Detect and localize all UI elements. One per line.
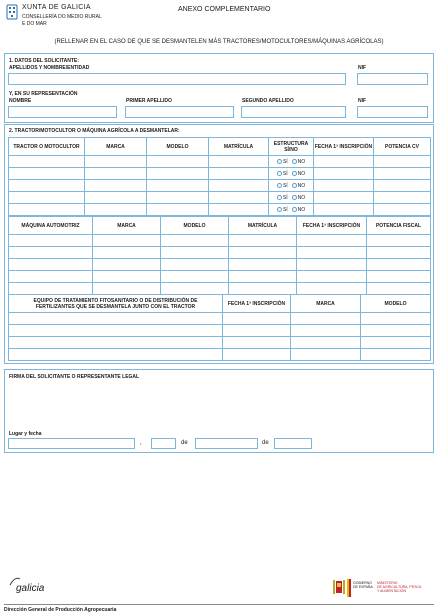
table-cell[interactable] [291, 337, 361, 349]
power-col-header: POTENCIA CV [374, 138, 431, 156]
table-cell[interactable] [93, 283, 161, 295]
table-cell[interactable] [314, 168, 374, 180]
rep-name-label: NOMBRE [9, 98, 32, 104]
equipment-table [8, 294, 431, 361]
de-separator-2: de [262, 440, 269, 446]
table-cell[interactable] [209, 180, 269, 192]
table-cell[interactable] [223, 349, 291, 361]
si-label: SÍ [282, 206, 288, 213]
ministry-line-2: DE AGRICULTURA, PESCA [377, 585, 422, 589]
table-cell[interactable] [367, 259, 431, 271]
table-cell[interactable] [374, 168, 431, 180]
table-cell[interactable] [367, 283, 431, 295]
table-cell[interactable] [85, 180, 147, 192]
table-cell[interactable] [9, 168, 85, 180]
table-cell[interactable] [93, 259, 161, 271]
rep-second-surname-field[interactable] [241, 106, 346, 118]
table-cell[interactable] [367, 235, 431, 247]
plate-col-header: MATRÍCULA [209, 138, 269, 156]
model-col-header: MODELO [147, 138, 209, 156]
table-cell[interactable] [209, 204, 269, 216]
no-label: NO [297, 206, 306, 213]
no-label: NO [297, 158, 306, 165]
si-label: SÍ [282, 194, 288, 201]
table-row [9, 168, 431, 180]
table-cell[interactable] [161, 235, 229, 247]
table-cell[interactable] [374, 204, 431, 216]
si-label: SÍ [282, 170, 288, 177]
gov-line-1: GOBIERNO [353, 581, 372, 585]
section1-title: 1. DATOS DEL SOLICITANTE: [9, 58, 79, 64]
structure-options [269, 180, 314, 192]
table-cell[interactable] [85, 204, 147, 216]
applicant-nif-field[interactable] [357, 73, 428, 85]
table-cell[interactable] [93, 247, 161, 259]
no-radio[interactable] [292, 207, 297, 212]
table-row [9, 247, 431, 259]
table-cell[interactable] [361, 325, 431, 337]
table-cell[interactable] [361, 337, 431, 349]
table-cell[interactable] [9, 325, 223, 337]
galicia-logo [10, 578, 45, 596]
year-field[interactable] [274, 438, 312, 449]
day-field[interactable] [151, 438, 176, 449]
table-row [9, 259, 431, 271]
applicant-name-field[interactable] [8, 73, 346, 85]
rep-nif-label: NIF [358, 98, 367, 104]
month-field[interactable] [195, 438, 258, 449]
structure-options [269, 168, 314, 180]
table-cell[interactable] [161, 283, 229, 295]
inscription-date-col-header: FECHA 1ª INSCRIPCIÓN [223, 295, 291, 313]
table-cell[interactable] [314, 156, 374, 168]
table-cell[interactable] [374, 192, 431, 204]
table-cell[interactable] [161, 259, 229, 271]
table-cell[interactable] [9, 235, 93, 247]
table-cell[interactable] [161, 271, 229, 283]
model-col-header: MODELO [361, 295, 431, 313]
rep-first-surname-field[interactable] [125, 106, 234, 118]
table-cell[interactable] [9, 313, 223, 325]
si-radio[interactable] [277, 195, 282, 200]
no-radio[interactable] [292, 159, 297, 164]
de-separator-1: de [181, 440, 188, 446]
table-row [9, 192, 431, 204]
table-cell[interactable] [9, 156, 85, 168]
structure-col-header: ESTRUCTURA SÍ/NO [269, 138, 314, 156]
table-cell[interactable] [361, 349, 431, 361]
no-radio[interactable] [292, 171, 297, 176]
government-label [353, 581, 373, 589]
table-cell[interactable] [291, 313, 361, 325]
ministry-label [377, 581, 421, 593]
no-label: NO [297, 182, 306, 189]
structure-options [269, 156, 314, 168]
table-cell[interactable] [161, 247, 229, 259]
plate-col-header: MATRÍCULA [229, 217, 297, 235]
table-cell[interactable] [85, 156, 147, 168]
rep-first-surname-label: PRIMER APELLIDO [126, 98, 172, 104]
applicant-name-label: APELLIDOS Y NOMBRE/ENTIDAD [9, 65, 90, 71]
table-cell[interactable] [209, 192, 269, 204]
galicia-logo-text: galicia [16, 583, 45, 594]
spain-government-logo [333, 578, 433, 600]
table-cell[interactable] [297, 235, 367, 247]
structure-options [269, 204, 314, 216]
table-cell[interactable] [147, 192, 209, 204]
table-cell[interactable] [209, 156, 269, 168]
table-cell[interactable] [209, 168, 269, 180]
inscription-date-col-header: FECHA 1ª INSCRIPCIÓN [314, 138, 374, 156]
table-cell[interactable] [9, 204, 85, 216]
table-cell[interactable] [85, 168, 147, 180]
brand-col-header: MARCA [93, 217, 161, 235]
table-cell[interactable] [297, 271, 367, 283]
section2-title: 2. TRACTOR/MOTOCULTOR O MÁQUINA AGRÍCOLA A DESMANTELAR: [9, 128, 180, 134]
table-row [9, 283, 431, 295]
table-row [9, 204, 431, 216]
equipment-col-header: EQUIPO DE TRATAMIENTO FITOSANITARIO O DE DISTRIBUCIÓN DE FERTILIZANTES QUE SE DESMANTELA JUNTO CON EL TRACTOR [9, 295, 223, 313]
table-cell[interactable] [367, 271, 431, 283]
table-row [9, 337, 431, 349]
xunta-logo [6, 4, 136, 32]
inscription-date-col-header: FECHA 1ª INSCRIPCIÓN [297, 217, 367, 235]
table-cell[interactable] [85, 192, 147, 204]
table-cell[interactable] [223, 337, 291, 349]
table-cell[interactable] [147, 168, 209, 180]
gov-line-2: DE ESPAÑA [353, 585, 373, 589]
table-cell[interactable] [223, 313, 291, 325]
si-radio[interactable] [277, 183, 282, 188]
table-row [9, 180, 431, 192]
rep-second-surname-label: SEGUNDO APELLIDO [242, 98, 294, 104]
si-label: SÍ [282, 182, 288, 189]
table-cell[interactable] [9, 271, 93, 283]
table-cell[interactable] [9, 180, 85, 192]
department-name: Dirección General de Producción Agropecuaria [4, 607, 117, 613]
table-cell[interactable] [367, 247, 431, 259]
comma-separator: , [140, 440, 142, 446]
table-row [9, 156, 431, 168]
table-row [9, 235, 431, 247]
no-radio[interactable] [292, 183, 297, 188]
representative-title: Y, EN SU REPRESENTACIÓN [9, 91, 78, 97]
place-date-label: Lugar y fecha [9, 431, 42, 437]
table-cell[interactable] [291, 325, 361, 337]
machine-table [8, 216, 431, 295]
si-radio[interactable] [277, 159, 282, 164]
table-cell[interactable] [297, 259, 367, 271]
table-cell[interactable] [314, 180, 374, 192]
table-cell[interactable] [291, 349, 361, 361]
table-cell[interactable] [374, 180, 431, 192]
fiscal-power-col-header: POTENCIA FISCAL [367, 217, 431, 235]
brand-col-header: MARCA [291, 295, 361, 313]
model-col-header: MODELO [161, 217, 229, 235]
si-radio[interactable] [277, 207, 282, 212]
table-cell[interactable] [9, 349, 223, 361]
applicant-nif-label: NIF [358, 65, 367, 71]
table-cell[interactable] [314, 192, 374, 204]
table-cell[interactable] [9, 337, 223, 349]
machine-col-header: MÁQUINA AUTOMOTRIZ [9, 217, 93, 235]
tractor-col-header: TRACTOR O MOTOCULTOR [9, 138, 85, 156]
structure-options [269, 192, 314, 204]
no-label: NO [297, 170, 306, 177]
footer-divider [4, 604, 434, 605]
table-cell[interactable] [297, 283, 367, 295]
no-radio[interactable] [292, 195, 297, 200]
table-cell[interactable] [223, 325, 291, 337]
si-label: SÍ [282, 158, 288, 165]
table-cell[interactable] [297, 247, 367, 259]
table-cell[interactable] [229, 247, 297, 259]
logo-title: XUNTA DE GALICIA [22, 4, 91, 11]
brand-col-header: MARCA [85, 138, 147, 156]
table-row [9, 325, 431, 337]
table-cell[interactable] [147, 180, 209, 192]
table-cell[interactable] [93, 235, 161, 247]
document-title: ANEXO COMPLEMENTARIO [178, 6, 271, 13]
xunta-shield-icon [6, 4, 18, 20]
table-cell[interactable] [229, 235, 297, 247]
rep-name-field[interactable] [8, 106, 117, 118]
table-row [9, 349, 431, 361]
table-cell[interactable] [147, 204, 209, 216]
logo-subtitle-1: CONSELLERÍA DO MEDIO RURAL [22, 14, 102, 20]
table-cell[interactable] [229, 283, 297, 295]
ministry-line-1: MINISTERIO [377, 581, 398, 585]
table-row [9, 271, 431, 283]
no-label: NO [297, 194, 306, 201]
si-radio[interactable] [277, 171, 282, 176]
logo-subtitle-2: E DO MAR [22, 21, 47, 27]
spain-coat-of-arms-icon [333, 578, 345, 596]
table-cell[interactable] [9, 283, 93, 295]
instruction-text: (RELLENAR EN EL CASO DE QUE SE DESMANTELEN MÁS TRACTORES/MOTOCULTORES/MÁQUINAS AGRÍCOLAS) [54, 39, 384, 45]
rep-nif-field[interactable] [357, 106, 428, 118]
table-cell[interactable] [9, 192, 85, 204]
table-cell[interactable] [314, 204, 374, 216]
place-field[interactable] [8, 438, 135, 449]
table-cell[interactable] [229, 259, 297, 271]
table-cell[interactable] [374, 156, 431, 168]
table-cell[interactable] [147, 156, 209, 168]
table-cell[interactable] [229, 271, 297, 283]
table-row [9, 313, 431, 325]
table-cell[interactable] [93, 271, 161, 283]
ministry-line-3: Y ALIMENTACIÓN [377, 589, 407, 593]
signature-title: FIRMA DEL SOLICITANTE O REPRESENTANTE LEGAL [9, 374, 140, 380]
table-cell[interactable] [9, 247, 93, 259]
table-cell[interactable] [361, 313, 431, 325]
table-cell[interactable] [9, 259, 93, 271]
tractor-table [8, 137, 431, 216]
